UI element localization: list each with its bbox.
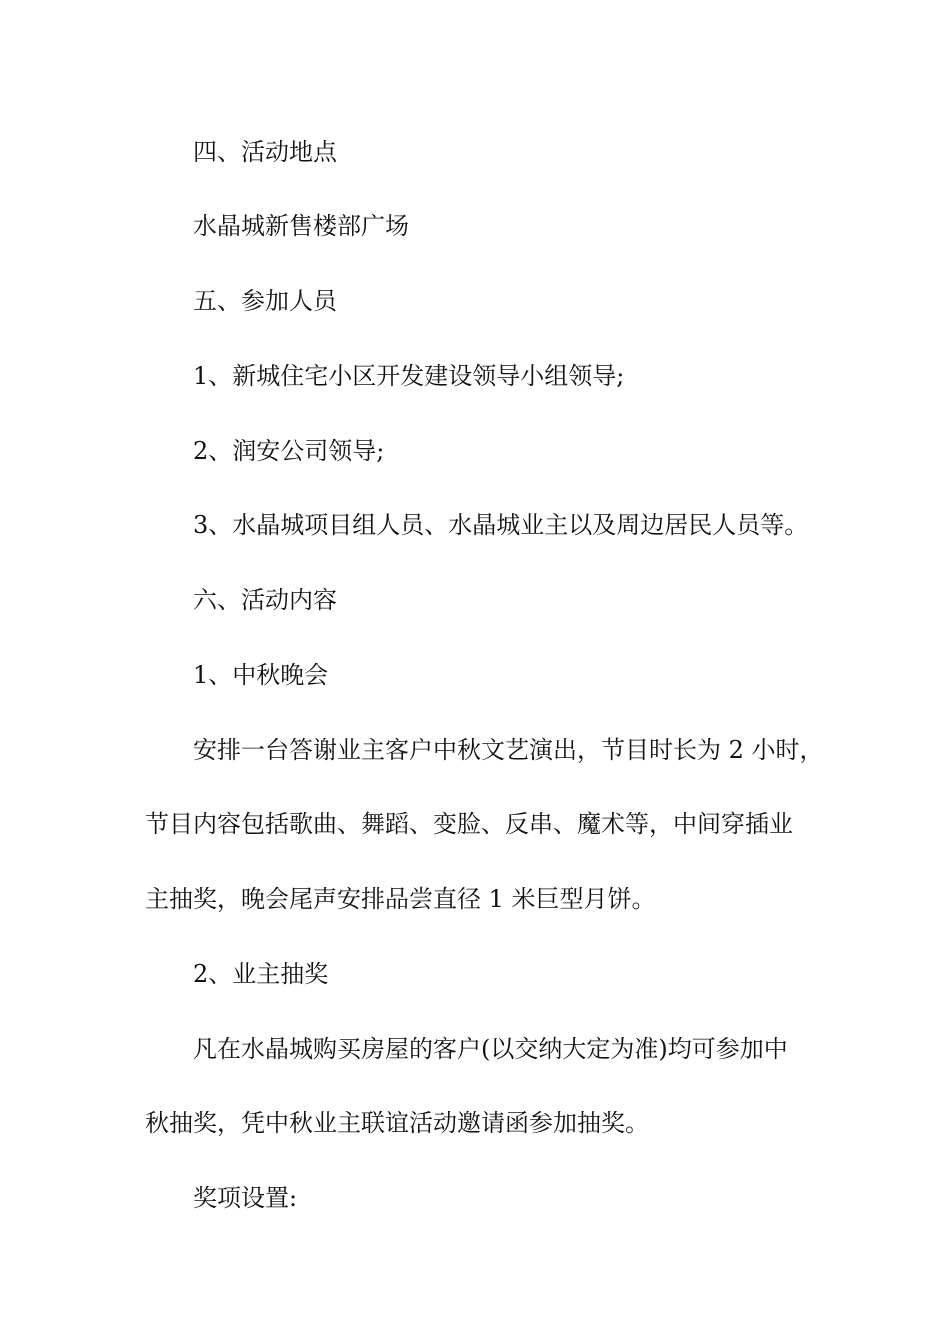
list-item-participant-2: 2、润安公司领导;: [193, 437, 385, 465]
subheading-gala: 1、中秋晚会: [193, 661, 329, 689]
paragraph-lottery-line-2: 秋抽奖，凭中秋业主联谊活动邀请函参加抽奖。: [145, 1109, 649, 1137]
paragraph-lottery-line-1: 凡在水晶城购买房屋的客户(以交纳大定为准)均可参加中: [193, 1035, 788, 1063]
section-heading-content: 六、活动内容: [193, 586, 337, 614]
paragraph-gala-line-3: 主抽奖，晚会尾声安排品尝直径 1 米巨型月饼。: [145, 885, 656, 913]
section-heading-participants: 五、参加人员: [193, 287, 337, 315]
paragraph-location: 水晶城新售楼部广场: [193, 212, 409, 240]
list-item-participant-1: 1、新城住宅小区开发建设领导小组领导;: [193, 362, 625, 390]
list-item-participant-3: 3、水晶城项目组人员、水晶城业主以及周边居民人员等。: [193, 511, 809, 539]
subheading-prizes: 奖项设置:: [193, 1184, 298, 1212]
paragraph-gala-line-1: 安排一台答谢业主客户中秋文艺演出，节目时长为 2 小时，: [193, 736, 824, 764]
subheading-lottery: 2、业主抽奖: [193, 960, 329, 988]
section-heading-location: 四、活动地点: [193, 138, 337, 166]
paragraph-gala-line-2: 节目内容包括歌曲、舞蹈、变脸、反串、魔术等，中间穿插业: [145, 810, 793, 838]
